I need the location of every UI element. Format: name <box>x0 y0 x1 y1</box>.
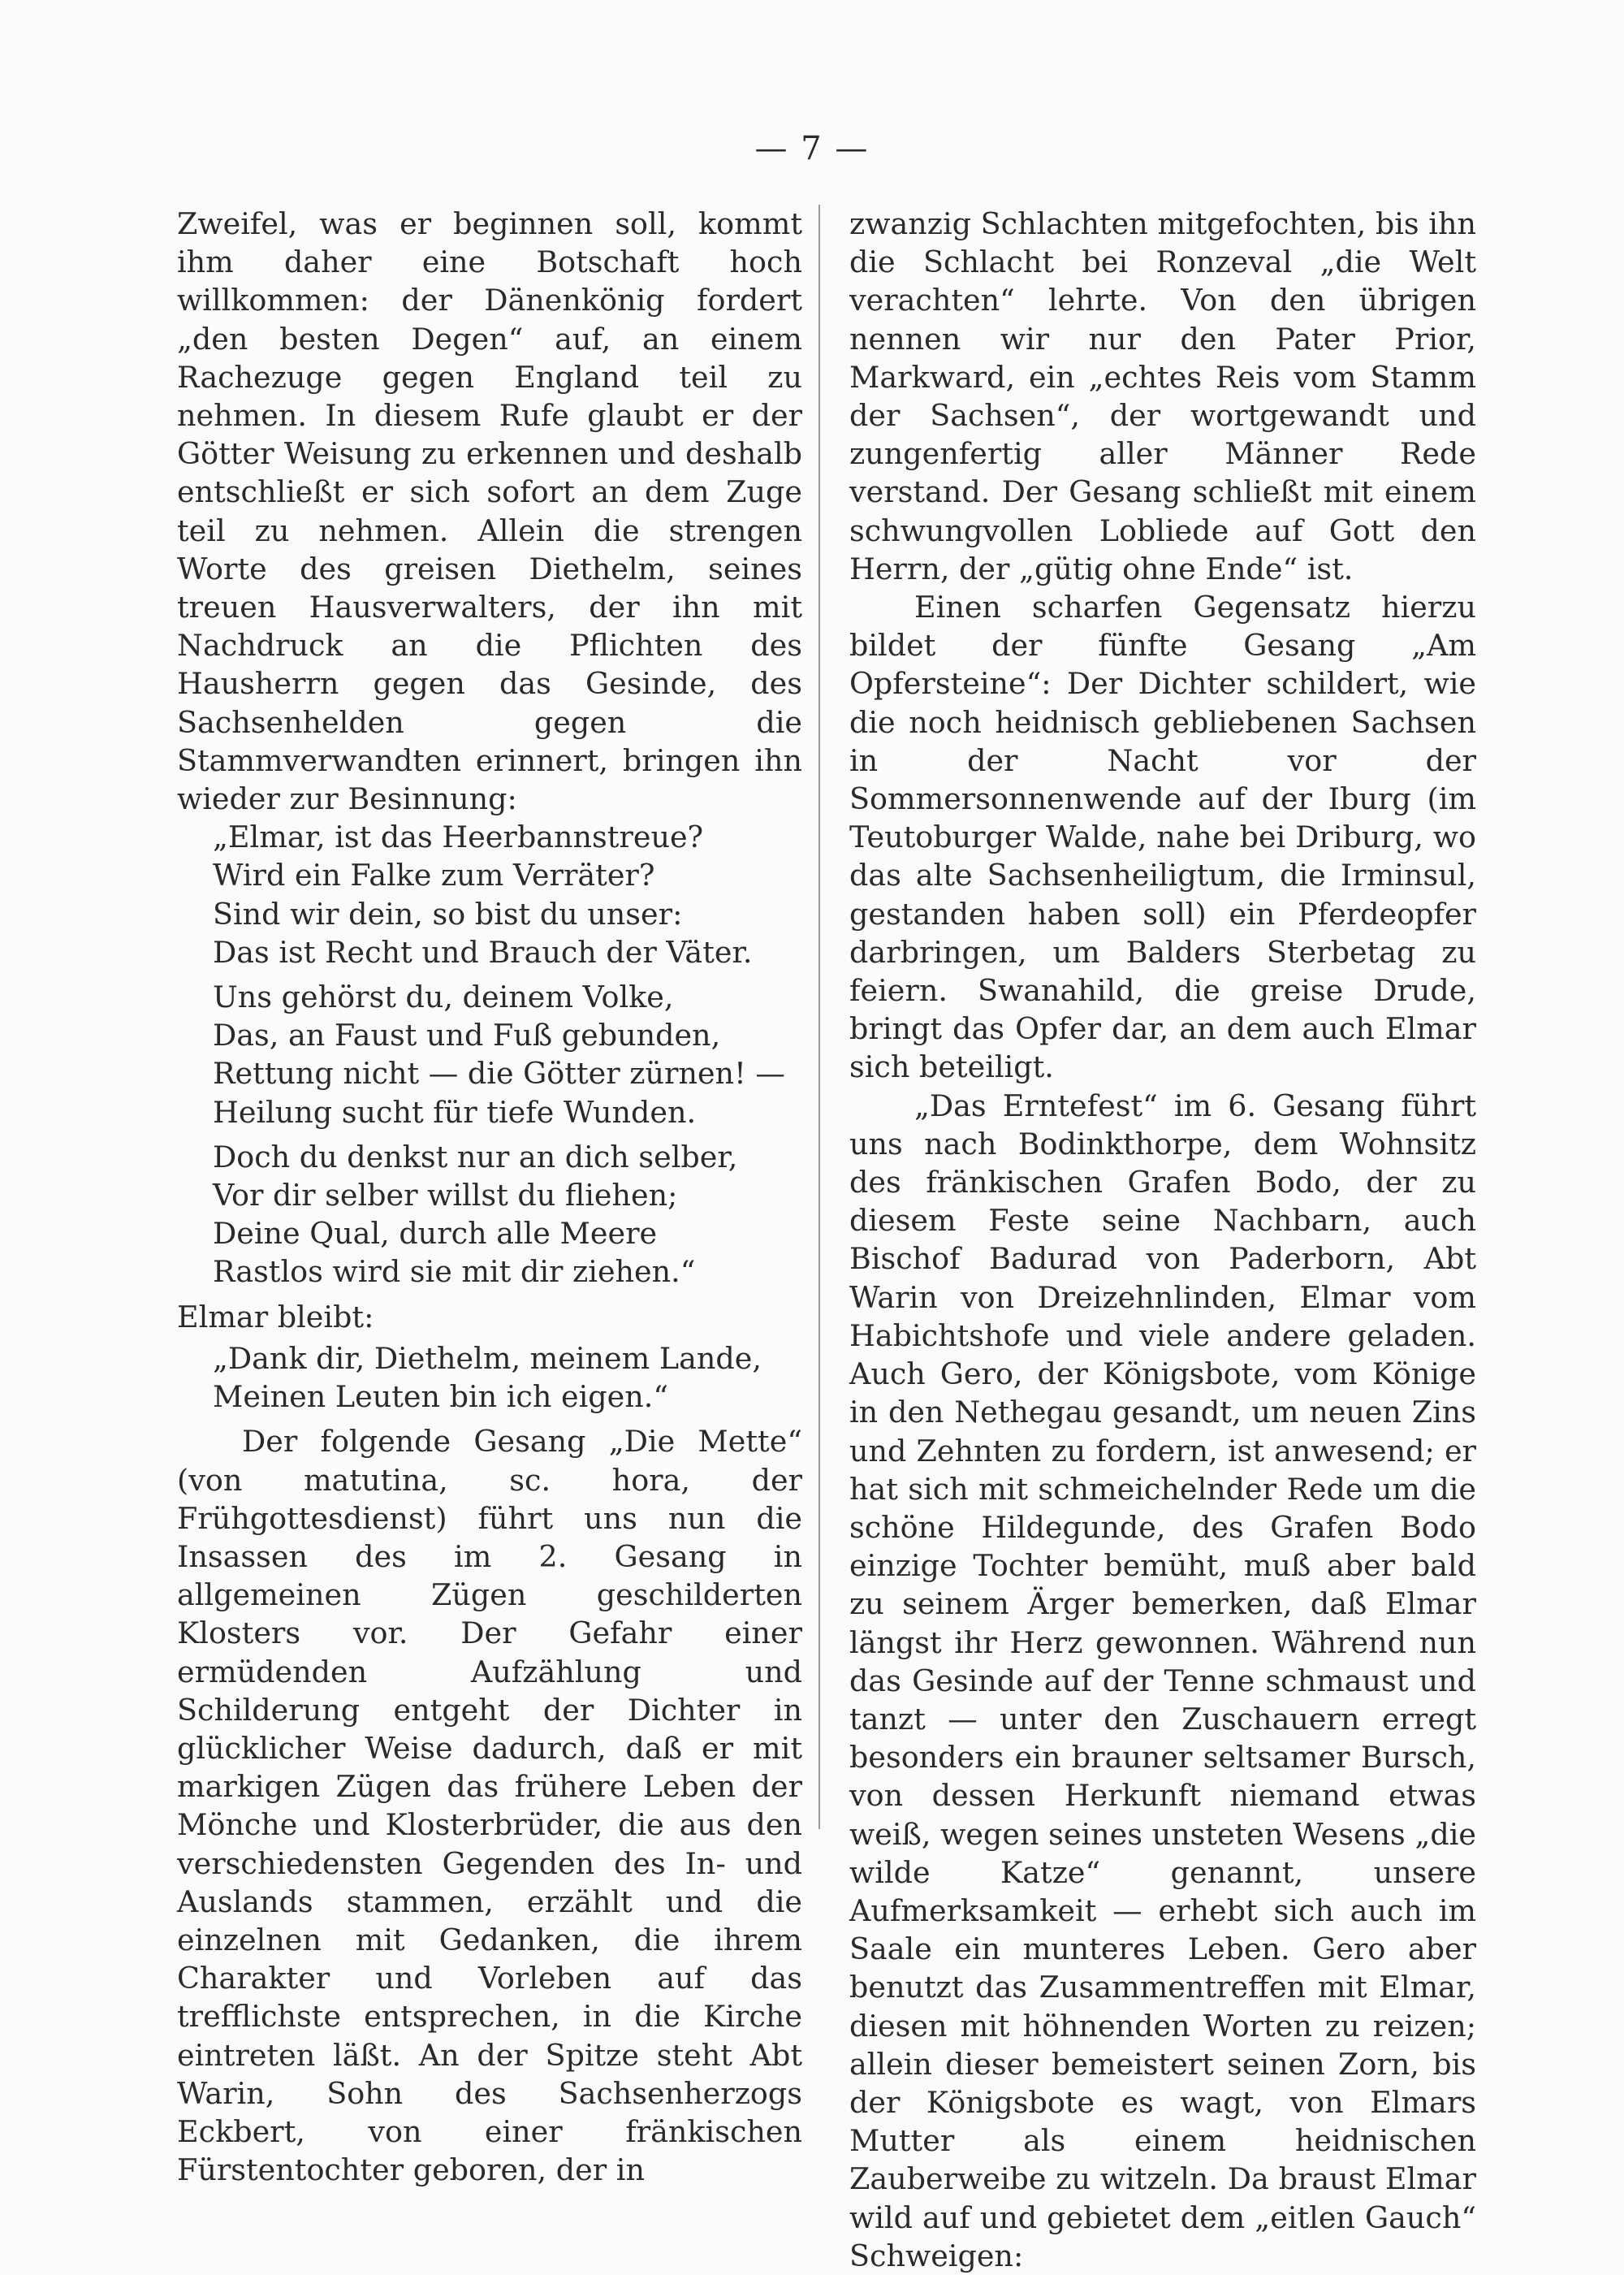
right-paragraph-1: zwanzig Schlachten mitgefochten, bis ihn die Schlacht bei Ronzeval „die Welt verachten“ lehrte. Von den übrigen nennen wir nur den Pater Prior, Markward, ein „echtes Reis vom Stamm der Sachsen“, der wortgewandt und zungenfertig aller Männer Rede verstand. Der Gesang schließt mit einem schwungvollen Lobliede auf Gott den Herrn, der „gütig ohne Ende“ ist. <box>849 206 1476 586</box>
right-paragraph-3: „Das Erntefest“ im 6. Gesang führt uns nach Bodinkthorpe, dem Wohnsitz des fränkischen Grafen Bodo, der zu diesem Feste seine Nachbarn, auch Bischof Badurad von Paderborn, Abt Warin von Dreizehnlinden, Elmar vom Habichtshofe und viele andere geladen. Auch Gero, der Königsbote, vom Könige in den Nethegau gesandt, um neuen Zins und Zehnten zu fordern, ist anwesend; er hat sich mit schmeichelnder Rede um die schöne Hildegunde, des Grafen Bodo einzige Tochter bemüht, muß aber bald zu seinem Ärger bemerken, daß Elmar längst ihr Herz gewonnen. Während nun das Gesinde auf der Tenne schmaust und tanzt — unter den Zuschauern erregt besonders ein brauner seltsamer Bursch, von dessen Herkunft niemand etwas weiß, wegen seines unsteten Wesens „die wilde Katze“ genannt, unsere Aufmerksamkeit — erhebt sich auch im Saale ein munteres Leben. Gero aber benutzt das Zusammentreffen mit Elmar, diesen mit höhnenden Worten zu reizen; allein dieser bemeistert seinen Zorn, bis der Königsbote es wagt, von Elmars Mutter als einem heidnischen Zauberweibe zu witzeln. Da braust Elmar wild auf und gebietet dem „eitlen Gauch“ Schweigen: <box>849 1088 1476 2273</box>
elmar-bleibt-line: Elmar bleibt: <box>177 1299 374 1334</box>
verse-line: Rettung nicht — die Götter zürnen! — <box>213 1056 785 1092</box>
right-column <box>849 205 1476 2275</box>
verse-line: Meinen Leuten bin ich eigen.“ <box>213 1379 668 1415</box>
verse-stanza-1 <box>213 818 802 971</box>
verse-line: Heilung sucht für tiefe Wunden. <box>213 1094 697 1130</box>
left-paragraph-2: Der folgende Gesang „Die Mette“ (von matutina, sc. hora, der Frühgottesdienst) führt uns nun die Insassen des im 2. Gesang in allgemeinen Zügen geschilderten Klosters vor. Der Gefahr einer ermüdenden Aufzählung und Schilderung entgeht der Dichter in glücklicher Weise dadurch, daß er mit markigen Zügen das frühere Leben der Mönche und Klosterbrüder, die aus den verschiedensten Gegenden des In- und Auslands stammen, erzählt und die einzelnen mit Gedanken, die ihrem Charakter und Vorleben auf das trefflichste entsprechen, in die Kirche eintreten läßt. An der Spitze steht Abt Warin, Sohn des Sachsenherzogs Eckbert, von einer fränkischen Fürstentochter geboren, der in <box>177 1424 802 2188</box>
verse-line: Wird ein Falke zum Verräter? <box>213 858 655 893</box>
verse-line: Vor dir selber willst du fliehen; <box>213 1178 678 1213</box>
page-number: — 7 — <box>754 130 870 167</box>
left-paragraph-1: Zweifel, was er beginnen soll, kommt ihm daher eine Botschaft hoch willkommen: der Dänenkönig fordert „den besten Degen“ auf, an einem Rachezuge gegen England teil zu nehmen. In diesem Rufe glaubt er der Götter Weisung zu erkennen und deshalb entschließt er sich sofort an dem Zuge teil zu nehmen. Allein die strengen Worte des greisen Diethelm, seines treuen Hausverwalters, der ihn mit Nachdruck an die Pflichten des Hausherrn gegen das Gesinde, des Sachsenhelden gegen die Stammverwandten erinnert, bringen ihn wieder zur Besinnung: <box>177 206 802 817</box>
verse-line: Rastlos wird sie mit dir ziehen.“ <box>213 1254 696 1290</box>
verse-line: Deine Qual, durch alle Meere <box>213 1216 658 1252</box>
verse-line: „Elmar, ist das Heerbannstreue? <box>213 820 704 855</box>
verse-line: Sind wir dein, so bist du unser: <box>213 896 683 932</box>
verse-stanza-4 <box>213 1339 802 1416</box>
verse-stanza-2 <box>213 978 802 1131</box>
verse-line: Das, an Faust und Fuß gebunden, <box>213 1018 721 1053</box>
verse-line: „Dank dir, Diethelm, meinem Lande, <box>213 1340 762 1376</box>
right-paragraph-2: Einen scharfen Gegensatz hierzu bildet der fünfte Gesang „Am Opfersteine“: Der Dichter schildert, wie die noch heidnisch gebliebenen Sachsen in der Nacht vor der Sommersonnenwende auf der Iburg (im Teutoburger Walde, nahe bei Driburg, wo das alte Sachsenheiligtum, die Irminsul, gestanden haben soll) ein Pferdeopfer darbringen, um Balders Sterbetag zu feiern. Swanahild, die greise Drude, bringt das Opfer dar, an dem auch Elmar sich beteiligt. <box>849 590 1476 1085</box>
column-divider <box>818 205 820 1829</box>
verse-line: Uns gehörst du, deinem Volke, <box>213 980 674 1015</box>
verse-line: Doch du denkst nur an dich selber, <box>213 1139 738 1174</box>
verse-stanza-3 <box>213 1138 802 1291</box>
left-column <box>177 205 802 2189</box>
verse-line: Das ist Recht und Brauch der Väter. <box>213 934 753 970</box>
